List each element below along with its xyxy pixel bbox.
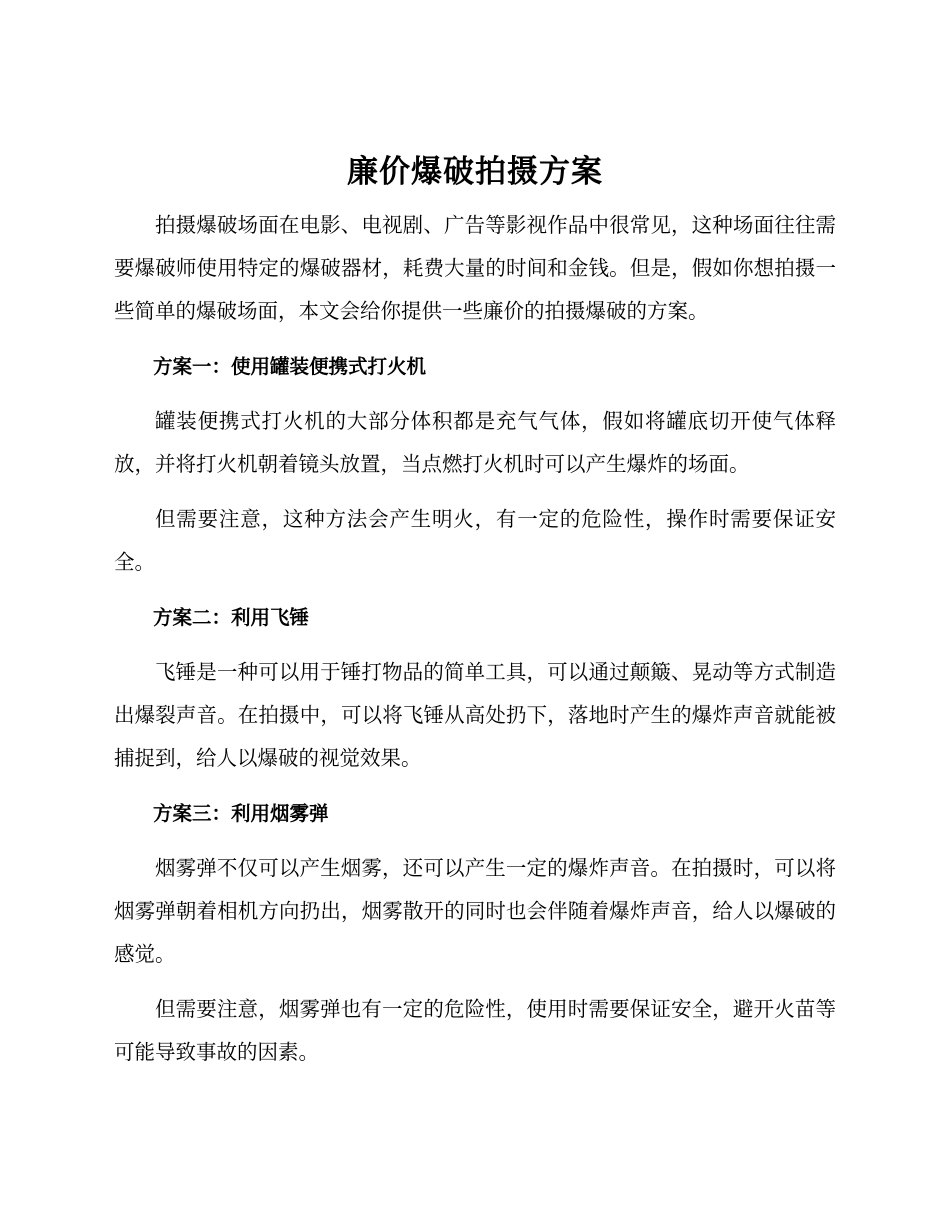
section-plan-three — [114, 792, 836, 1074]
section-paragraph: 但需要注意，这种方法会产生明火，有一定的危险性，操作时需要保证安全。 — [114, 507, 836, 574]
section-paragraph: 飞锤是一种可以用于锤打物品的简单工具，可以通过颠簸、晃动等方式制造出爆裂声音。在拍摄中，可以将飞锤从高处扔下，落地时产生的爆炸声音就能被捕捉到，给人以爆破的视觉效果。 — [114, 660, 836, 770]
section-paragraph: 罐装便携式打火机的大部分体积都是充气气体，假如将罐底切开使气体释放，并将打火机朝着镜头放置，当点燃打火机时可以产生爆炸的场面。 — [114, 409, 836, 476]
intro-paragraph: 拍摄爆破场面在电影、电视剧、广告等影视作品中很常见，这种场面往往需要爆破师使用特定的爆破器材，耗费大量的时间和金钱。但是，假如你想拍摄一些简单的爆破场面，本文会给你提供一些廉价的拍摄爆破的方案。 — [114, 213, 836, 323]
section-heading: 方案三：利用烟雾弹 — [153, 802, 329, 825]
section-paragraph: 烟雾弹不仅可以产生烟雾，还可以产生一定的爆炸声音。在拍摄时，可以将烟雾弹朝着相机方向扔出，烟雾散开的同时也会伴随着爆炸声音，给人以爆破的感觉。 — [114, 856, 836, 966]
section-plan-one — [114, 345, 836, 584]
section-heading: 方案二：利用飞锤 — [153, 606, 310, 629]
section-plan-two — [114, 596, 836, 780]
section-heading: 方案一：使用罐装便携式打火机 — [153, 355, 427, 378]
section-paragraph: 但需要注意，烟雾弹也有一定的危险性，使用时需要保证安全，避开火苗等可能导致事故的因素。 — [114, 997, 836, 1064]
document-title: 廉价爆破拍摄方案 — [347, 154, 603, 190]
